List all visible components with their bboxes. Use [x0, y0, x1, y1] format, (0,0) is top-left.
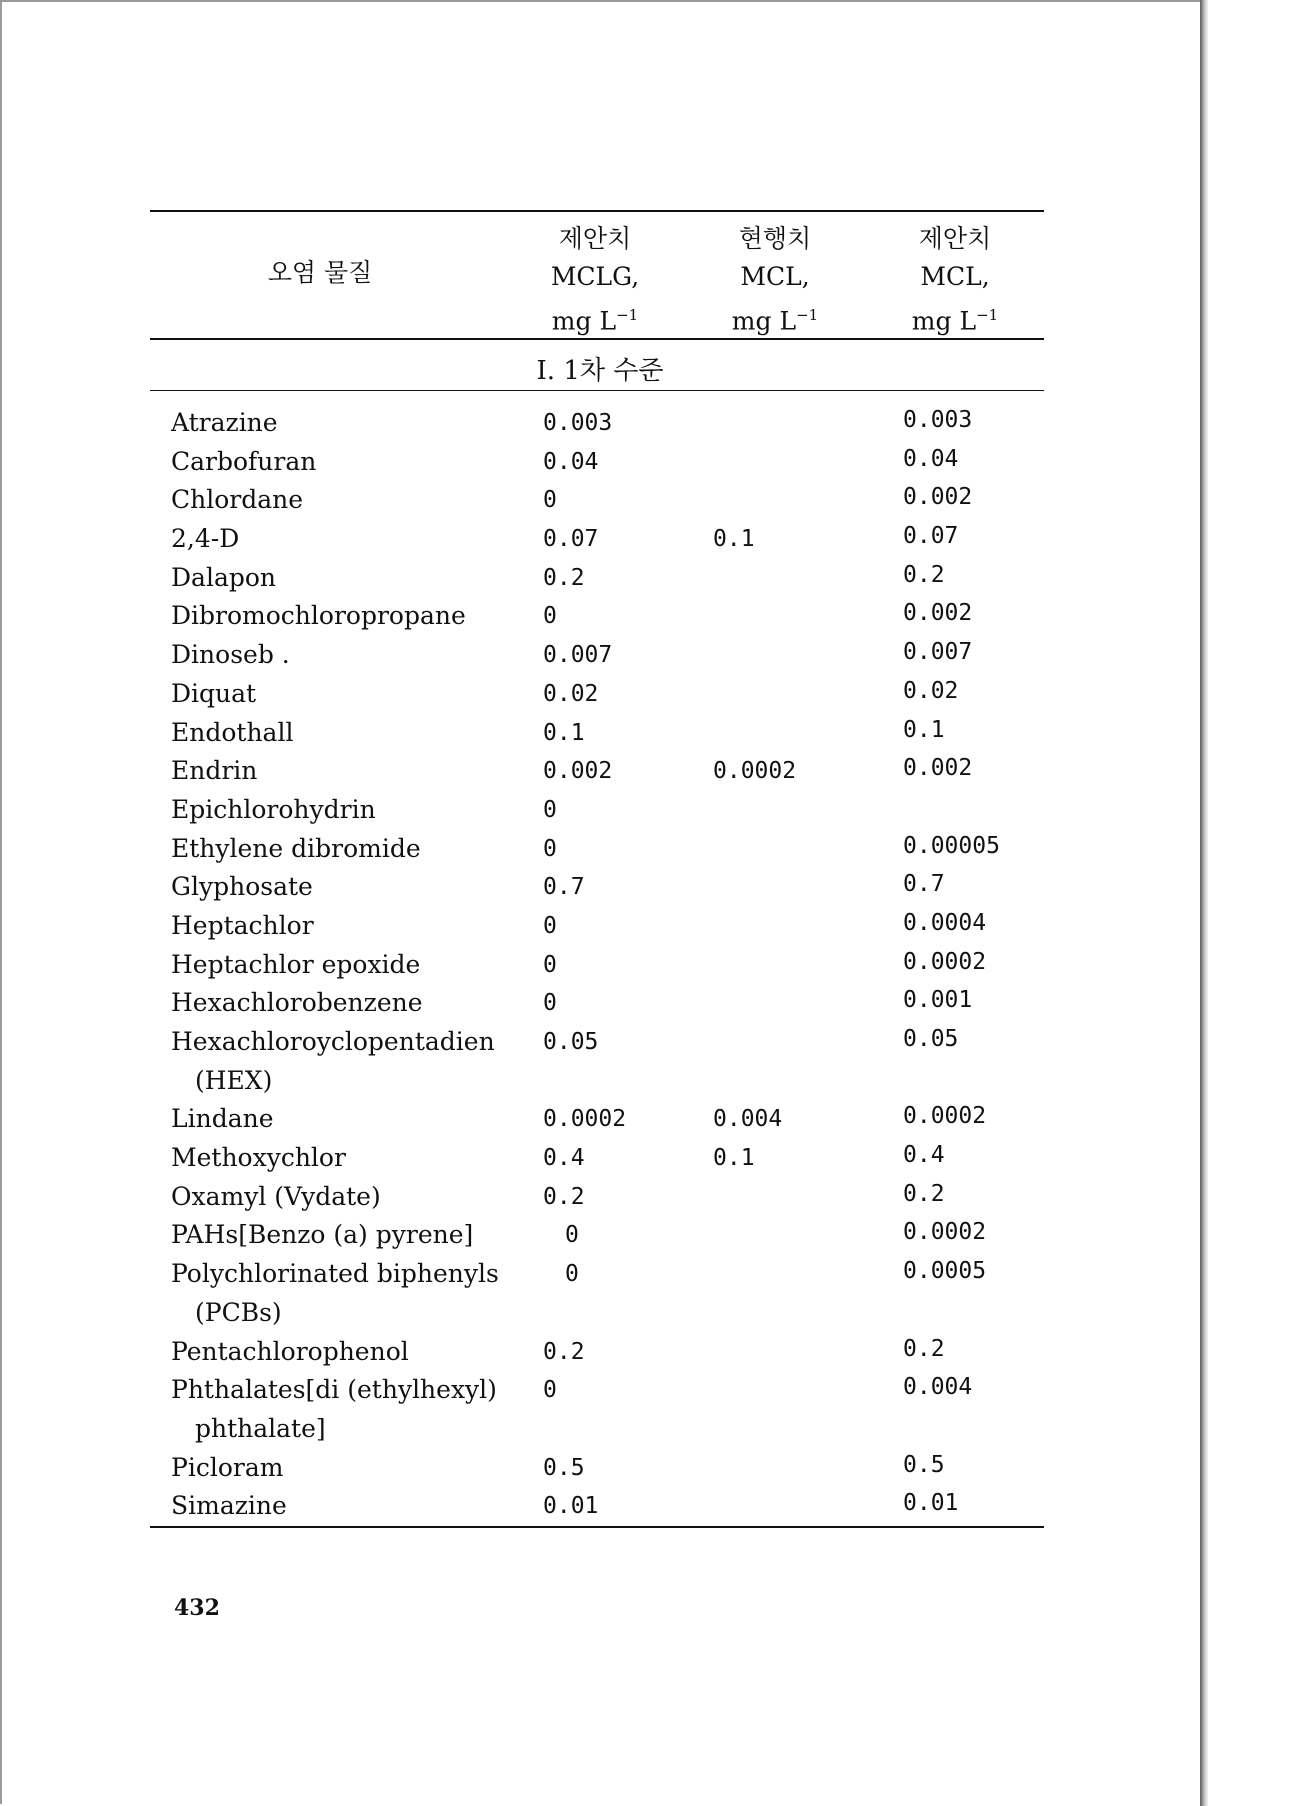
mcl-proposed-value: 0.007: [903, 639, 973, 666]
table-row: [150, 714, 1044, 753]
mcl-proposed-value: 0.0002: [903, 1219, 987, 1246]
mcl-proposed-value: 0.05: [903, 1026, 959, 1052]
mclg-value: 0: [543, 990, 557, 1017]
mclg-value: 0: [543, 1377, 557, 1404]
mcl-current-value: 0.0002: [713, 758, 797, 785]
table-top-rule: [150, 210, 1044, 212]
table-row: [150, 984, 1044, 1023]
mcl-proposed-value: 0.07: [903, 523, 959, 550]
mcl-proposed-value: 0.1: [903, 716, 945, 743]
table-row: [150, 1178, 1044, 1217]
substance-name: Epichlorohydrin: [171, 794, 376, 824]
mclg-value: 0.002: [543, 758, 613, 785]
mcl-proposed-value: 0.0002: [903, 948, 987, 975]
mcl-current-value: 0.004: [713, 1106, 783, 1133]
mclg-value: 0: [543, 603, 557, 630]
mcl-proposed-value: 0.4: [903, 1142, 945, 1169]
substance-name: Endothall: [171, 717, 294, 747]
table-row: [150, 1023, 1044, 1100]
table-row: [150, 404, 1044, 443]
substance-name: Hexachlorobenzene: [171, 988, 423, 1018]
mcl-current-value: 0.1: [713, 526, 755, 553]
mcl-proposed-value: 0.0005: [903, 1258, 987, 1285]
table-row: [150, 1449, 1044, 1488]
mclg-value: 0: [543, 487, 557, 514]
mcl-proposed-value: 0.001: [903, 987, 973, 1014]
substance-name: Heptachlor epoxide: [171, 949, 421, 979]
mclg-value: 0.02: [543, 680, 599, 707]
mcl-current-value: 0.1: [713, 1145, 755, 1172]
substance-name: Picloram: [171, 1452, 284, 1482]
substance-name: Lindane: [171, 1104, 274, 1134]
mclg-value: 0: [565, 1261, 579, 1288]
substance-name: Dibromochloropropane: [171, 601, 466, 631]
mcl-proposed-value: 0.00005: [903, 832, 1000, 859]
substance-name: Polychlorinated biphenyls (PCBs): [171, 1255, 501, 1332]
table-row: [150, 1216, 1044, 1255]
mclg-value: 0.2: [543, 1183, 585, 1210]
table-row: [150, 907, 1044, 946]
mclg-value: 0.003: [543, 410, 613, 436]
table-row: [150, 559, 1044, 598]
table-row: [150, 481, 1044, 520]
table-row: [150, 675, 1044, 714]
table-row: [150, 636, 1044, 675]
mclg-value: 0: [543, 912, 557, 939]
mcl-proposed-value: 0.7: [903, 871, 945, 898]
table-row: [150, 752, 1044, 791]
substance-name: Heptachlor: [171, 910, 314, 940]
mclg-value: 0.4: [543, 1145, 585, 1172]
substance-name-continued: (PCBs): [195, 1297, 282, 1327]
header-bottom-rule: [150, 338, 1044, 340]
table-row: [150, 520, 1044, 559]
mcl-proposed-value: 0.01: [903, 1490, 959, 1517]
page-number: 432: [174, 1595, 220, 1621]
table-row: [150, 1371, 1044, 1448]
substance-name: Phthalates[di (ethylhexyl) phthalate]: [171, 1371, 501, 1448]
table-row: [150, 791, 1044, 830]
substance-name-continued: phthalate]: [195, 1413, 326, 1443]
mclg-value: 0.2: [543, 564, 585, 591]
mclg-value: 0: [543, 835, 557, 862]
mcl-proposed-value: 0.0004: [903, 909, 987, 936]
mclg-value: 0.7: [543, 874, 585, 901]
substance-name: Hexachloroyclopentadien (HEX): [171, 1023, 501, 1100]
substance-name: Pentachlorophenol: [171, 1336, 409, 1366]
header-mcl-proposed: 제안치 MCL, mg $L^{-1}$: [911, 224, 999, 336]
mclg-value: 0.0002: [543, 1106, 627, 1133]
substance-name: 2,4-D: [171, 524, 240, 554]
substance-name: Diquat: [171, 678, 257, 708]
mcl-proposed-value: 0.2: [903, 1335, 945, 1362]
table-row: [150, 1487, 1044, 1526]
substance-name: Atrazine: [171, 408, 278, 437]
section-bottom-rule: [150, 390, 1044, 391]
substance-name-continued: (HEX): [195, 1065, 273, 1095]
mcl-proposed-value: 0.002: [903, 755, 973, 782]
substance-name: Ethylene dibromide: [171, 833, 421, 863]
mclg-value: 0: [565, 1222, 579, 1249]
mclg-value: 0.007: [543, 642, 613, 669]
mclg-value: 0.1: [543, 719, 585, 746]
table-row: [150, 1139, 1044, 1178]
mclg-value: 0.07: [543, 526, 599, 553]
table-body: [150, 404, 1044, 1526]
table-row: [150, 830, 1044, 869]
section-title: Ⅰ. 1차 수준: [536, 356, 664, 386]
mcl-proposed-value: 0.004: [903, 1374, 973, 1401]
page-edge: [1200, 0, 1208, 1806]
table-row: [150, 597, 1044, 636]
mclg-value: 0.5: [543, 1454, 585, 1481]
mcl-proposed-value: 0.04: [903, 445, 959, 472]
mcl-proposed-value: 0.003: [903, 407, 973, 433]
table-bottom-rule: [150, 1526, 1044, 1528]
substance-name: Dalapon: [171, 562, 277, 592]
substance-name: Simazine: [171, 1491, 287, 1521]
header-mclg-proposed: 제안치 MCLG, mg $L^{-1}$: [550, 224, 640, 336]
mclg-value: 0: [543, 796, 557, 823]
header-mcl-current: 현행치 MCL, mg $L^{-1}$: [731, 224, 819, 336]
mclg-value: 0: [543, 951, 557, 978]
table-row: [150, 1333, 1044, 1372]
substance-name: Dinoseb .: [171, 640, 290, 670]
mcl-proposed-value: 0.02: [903, 677, 959, 704]
mcl-proposed-value: 0.0002: [903, 1103, 987, 1130]
header-substance: 오염 물질: [267, 258, 373, 287]
mclg-value: 0.2: [543, 1338, 585, 1365]
substance-name: PAHs[Benzo (a) pyrene]: [171, 1220, 474, 1250]
substance-name: Carbofuran: [171, 446, 317, 476]
substance-name: Glyphosate: [171, 872, 313, 902]
mcl-proposed-value: 0.002: [903, 484, 973, 511]
mcl-proposed-value: 0.2: [903, 1180, 945, 1207]
substance-name: Methoxychlor: [171, 1143, 346, 1173]
table-row: [150, 1255, 1044, 1332]
table-row: [150, 868, 1044, 907]
substance-name: Chlordane: [171, 485, 304, 515]
table-row: [150, 946, 1044, 985]
table-row: [150, 1100, 1044, 1139]
mcl-proposed-value: 0.2: [903, 561, 945, 588]
mclg-value: 0.05: [543, 1029, 599, 1055]
mclg-value: 0.04: [543, 448, 599, 475]
substance-name: Endrin: [171, 756, 258, 786]
mcl-proposed-value: 0.002: [903, 600, 973, 627]
mcl-proposed-value: 0.5: [903, 1451, 945, 1478]
mclg-value: 0.01: [543, 1493, 599, 1520]
table-row: [150, 443, 1044, 482]
substance-name: Oxamyl (Vydate): [171, 1181, 381, 1211]
